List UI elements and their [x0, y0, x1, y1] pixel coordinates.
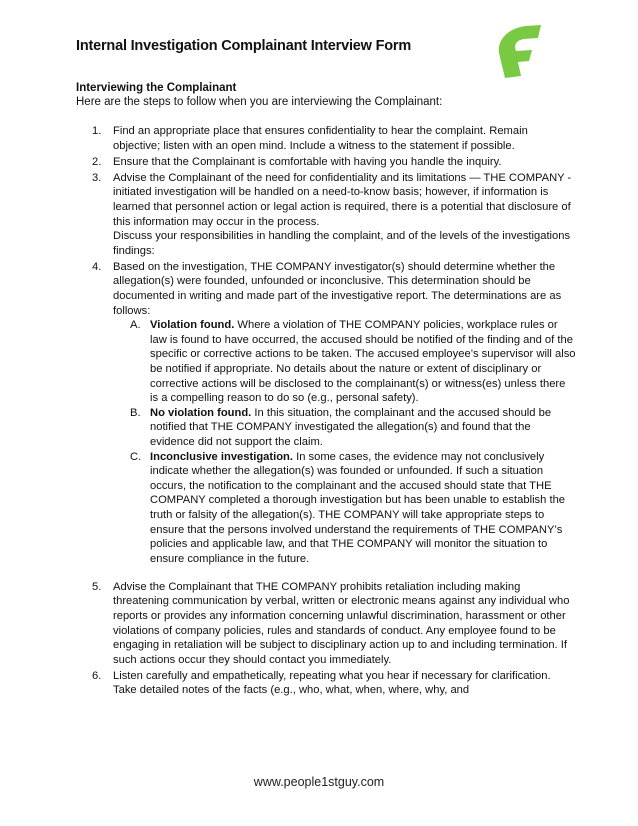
- footer-url: www.people1stguy.com: [253, 775, 385, 789]
- section-heading: Interviewing the Complainant: [76, 82, 237, 94]
- determination-text: In some cases, the evidence may not conclusively indicate whether the allegation(s) was founded or unfounded. If such a situation occurs, the notification to the complainant and the accused should state that THE COMPANY completed a thorough investigation but has been unable to establish the truth or falsity of the allegation(s). THE COMPANY will take appropriate steps to ensure that the persons involved understand the requirements of THE COMPANY’s policies and applicable law, and that THE COMPANY will monitor the situation to ensure compliance in the future.: [150, 450, 566, 565]
- section-intro: Here are the steps to follow when you are interviewing the Complainant:: [76, 96, 443, 108]
- list-item-step-3: [76, 171, 576, 259]
- step-number: 4.: [92, 260, 102, 273]
- step-text: Listen carefully and empathetically, repeating what you hear if necessary for clarification. Take detailed notes of the facts (e.g., who, what, when, where, why, and: [113, 669, 551, 697]
- logo-leaf-shape: [499, 25, 541, 78]
- steps-list: [76, 124, 576, 700]
- page-title: Internal Investigation Complainant Interview Form: [76, 38, 412, 54]
- list-item-step-1: [76, 124, 576, 153]
- determination-label: Inconclusive investigation.: [150, 450, 293, 463]
- step-number: 6.: [92, 669, 102, 682]
- determination-letter: B.: [130, 406, 141, 419]
- step-number: 3.: [92, 171, 102, 184]
- list-spacer: [76, 568, 576, 580]
- list-item-step-6: [76, 669, 576, 698]
- list-item-step-5: [76, 580, 576, 668]
- step-text: Advise the Complainant of the need for confidentiality and its limitations — THE COMPANY -initiated investigation will be handled on a need-to-know basis; however, if information is learned that personnel action or legal action is required, there is a potential that disclosure of this information may occur in the process.: [113, 171, 572, 228]
- step-number: 1.: [92, 125, 102, 137]
- determination-item-b: [113, 406, 576, 450]
- determination-text: Where a violation of THE COMPANY policies, workplace rules or law is found to have occurred, the accused should be notified of the finding and of the specific or corrective actions to be taken. The accused employee’s supervisor will also be notified if appropriate. No details about the nature or extent of disciplinary or corrective actions will be disclosed to the complainant(s) or witness(es) unless there is a compelling reason to do so (e.g., personal safety).: [150, 319, 576, 405]
- step-extra-text: Discuss your responsibilities in handling the complaint, and of the levels of the investigations findings:: [113, 230, 571, 257]
- determination-text: In this situation, the complainant and the accused should be notified that THE COMPANY investigated the allegation(s) and found that the evidence did not support the claim.: [150, 406, 552, 448]
- determination-label: Violation found.: [150, 319, 235, 332]
- list-item-step-4: [76, 260, 576, 566]
- step-number: 2.: [92, 155, 102, 168]
- step-text: Ensure that the Complainant is comfortable with having you handle the inquiry.: [113, 155, 502, 168]
- step-text: Advise the Complainant that THE COMPANY prohibits retaliation including making threatening communication by verbal, written or electronic means against any individual who reports or provides any information concerning unlawful discrimination, harassment or other violations of company policies, rules and standards of conduct. Any employee found to be engaging in retaliation will be subject to disciplinary action up to and including termination. If such actions occur they should contact you immediately.: [113, 580, 570, 666]
- brand-logo-icon: [488, 20, 548, 80]
- determination-letter: A.: [130, 319, 141, 332]
- determination-letter: C.: [130, 450, 142, 463]
- step-text: Find an appropriate place that ensures confidentiality to hear the complaint. Remain objective; listen with an open mind. Include a witness to the statement if possible.: [113, 125, 528, 152]
- step-number: 5.: [92, 580, 102, 593]
- determination-label: No violation found.: [150, 406, 252, 419]
- list-item-step-2: [76, 155, 576, 170]
- determination-item-a: [113, 318, 576, 406]
- step-text: Based on the investigation, THE COMPANY investigator(s) should determine whether the allegation(s) were founded, unfounded or inconclusive. This determination should be documented in writing and made part of the investigative report. The determinations are as follows:: [113, 260, 562, 317]
- determination-item-c: [113, 450, 576, 567]
- determinations-list: [113, 318, 576, 566]
